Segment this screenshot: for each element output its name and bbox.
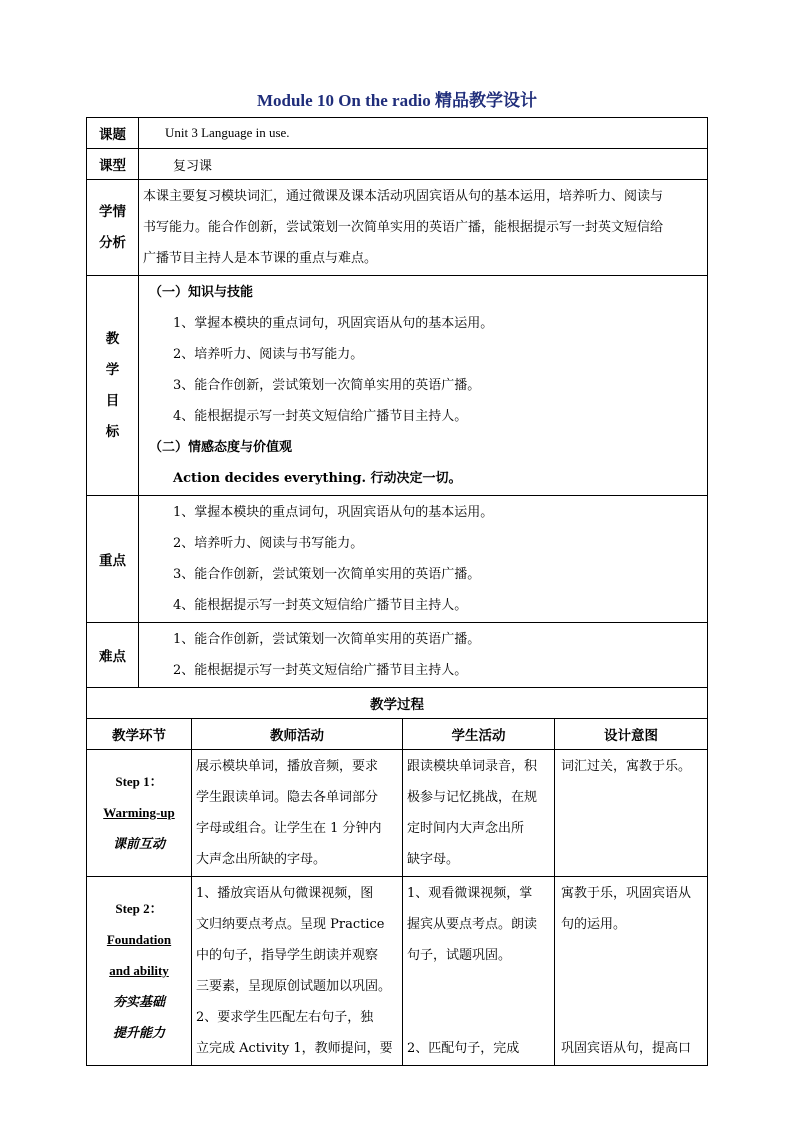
teacher-line: 学生跟读单词。隐去各单词部分	[196, 790, 379, 805]
step2-english: Foundation	[106, 932, 172, 947]
student-line: 2、匹配句子，完成	[407, 1041, 520, 1056]
step2-chinese: 提升能力	[112, 1025, 165, 1040]
step2-chinese: 夯实基础	[112, 994, 165, 1009]
difficulties-row	[87, 623, 708, 688]
objectives-label-char: 标	[105, 423, 120, 440]
teacher-line: 文归纳要点考点。呈现 Practice	[196, 917, 385, 932]
key-point-item: 3、能合作创新，尝试策划一次简单实用的英语广播。	[173, 567, 481, 582]
teacher-line: 中的句子，指导学生朗读并观察	[196, 948, 379, 963]
teacher-line: 三要素，呈现原创试题加以巩固。	[196, 979, 392, 994]
analysis-label	[87, 180, 139, 276]
analysis-line: 广播节目主持人是本节课的重点与难点。	[143, 251, 378, 266]
intent-line-spacer	[561, 940, 701, 971]
objectives-motto: Action decides everything. 行动决定一切。	[173, 471, 462, 486]
col-header-intent: 设计意图	[555, 719, 708, 750]
step1-row	[87, 750, 708, 877]
step1-stage	[87, 750, 192, 877]
student-line: 缺字母。	[407, 852, 460, 867]
topic-label: 课题	[87, 118, 139, 149]
objective-item: 3、能合作创新，尝试策划一次简单实用的英语广播。	[173, 378, 481, 393]
student-line: 1、观看微课视频，掌	[407, 886, 533, 901]
step1-teacher	[192, 750, 403, 877]
intent-line: 寓教于乐，巩固宾语从	[561, 886, 692, 901]
difficulties-content	[139, 623, 708, 688]
objectives-label-char: 教	[105, 330, 120, 347]
student-line-spacer	[407, 1002, 550, 1033]
step2-english: and ability	[109, 963, 169, 978]
step2-teacher	[192, 877, 403, 1066]
student-line: 句子，试题巩固。	[407, 948, 512, 963]
objectives-section1-title: （一）知识与技能	[149, 285, 254, 300]
objective-item: 4、能根据提示写一封英文短信给广播节目主持人。	[173, 409, 468, 424]
type-row	[87, 149, 708, 180]
process-heading: 教学过程	[87, 688, 708, 719]
analysis-row	[87, 180, 708, 276]
objectives-label	[87, 276, 139, 496]
col-header-student: 学生活动	[403, 719, 555, 750]
student-line: 极参与记忆挑战，在规	[407, 790, 538, 805]
step1-label: Step 1：	[115, 774, 163, 789]
key-point-item: 2、培养听力、阅读与书写能力。	[173, 536, 364, 551]
key-points-label: 重点	[87, 496, 139, 623]
teacher-line: 展示模块单词，播放音频，要求	[196, 759, 379, 774]
topic-row	[87, 118, 708, 149]
type-label: 课型	[87, 149, 139, 180]
page-title: Module 10 On the radio 精品教学设计	[256, 91, 538, 110]
intent-line-spacer	[561, 971, 701, 1002]
lesson-plan-table	[86, 117, 708, 1066]
step2-intent	[555, 877, 708, 1066]
step1-student	[403, 750, 555, 877]
difficulties-label: 难点	[87, 623, 139, 688]
key-point-item: 4、能根据提示写一封英文短信给广播节目主持人。	[173, 598, 468, 613]
teacher-line: 2、要求学生匹配左右句子，独	[196, 1010, 374, 1025]
process-heading-row	[87, 688, 708, 719]
objectives-label-char: 目	[105, 392, 120, 409]
analysis-line: 本课主要复习模块词汇，通过微课及课本活动巩固宾语从句的基本运用，培养听力、阅读与	[143, 189, 664, 204]
intent-line-spacer	[561, 1002, 701, 1033]
key-points-content	[139, 496, 708, 623]
step2-row	[87, 877, 708, 1066]
student-line: 定时间内大声念出所	[407, 821, 525, 836]
student-line: 握宾从要点考点。朗读	[407, 917, 538, 932]
intent-line: 词汇过关，寓教于乐。	[561, 759, 692, 774]
key-point-item: 1、掌握本模块的重点词句，巩固宾语从句的基本运用。	[173, 505, 494, 520]
difficulty-item: 1、能合作创新，尝试策划一次简单实用的英语广播。	[173, 632, 481, 647]
teacher-line: 字母或组合。让学生在 1 分钟内	[196, 821, 382, 836]
teacher-line: 1、播放宾语从句微课视频，图	[196, 886, 374, 901]
intent-line: 句的运用。	[561, 917, 627, 932]
student-line: 跟读模块单词录音，积	[407, 759, 538, 774]
objectives-section2-title: （二）情感态度与价值观	[149, 440, 293, 455]
step1-chinese: 课前互动	[112, 836, 165, 851]
topic-value: Unit 3 Language in use.	[139, 118, 708, 149]
step2-stage	[87, 877, 192, 1066]
intent-line: 巩固宾语从句，提高口	[561, 1041, 692, 1056]
objective-item: 2、培养听力、阅读与书写能力。	[173, 347, 364, 362]
analysis-label-line1: 学情	[99, 203, 126, 220]
difficulty-item: 2、能根据提示写一封英文短信给广播节目主持人。	[173, 663, 468, 678]
step1-intent	[555, 750, 708, 877]
objectives-label-char: 学	[105, 361, 120, 378]
objective-item: 1、掌握本模块的重点词句，巩固宾语从句的基本运用。	[173, 316, 494, 331]
step2-student	[403, 877, 555, 1066]
analysis-label-line2: 分析	[99, 234, 126, 251]
analysis-content	[139, 180, 708, 276]
teacher-line: 大声念出所缺的字母。	[196, 852, 327, 867]
key-points-row	[87, 496, 708, 623]
step2-label: Step 2：	[115, 901, 163, 916]
analysis-line: 书写能力。能合作创新，尝试策划一次简单实用的英语广播，能根据提示写一封英文短信给	[143, 220, 664, 235]
process-columns-row	[87, 719, 708, 750]
col-header-teacher: 教师活动	[192, 719, 403, 750]
step1-english: Warming-up	[103, 805, 175, 820]
student-line-spacer	[407, 971, 550, 1002]
objectives-content	[139, 276, 708, 496]
col-header-stage: 教学环节	[87, 719, 192, 750]
objectives-row	[87, 276, 708, 496]
teacher-line: 立完成 Activity 1，教师提问，要	[196, 1041, 393, 1056]
type-value: 复习课	[139, 149, 708, 180]
